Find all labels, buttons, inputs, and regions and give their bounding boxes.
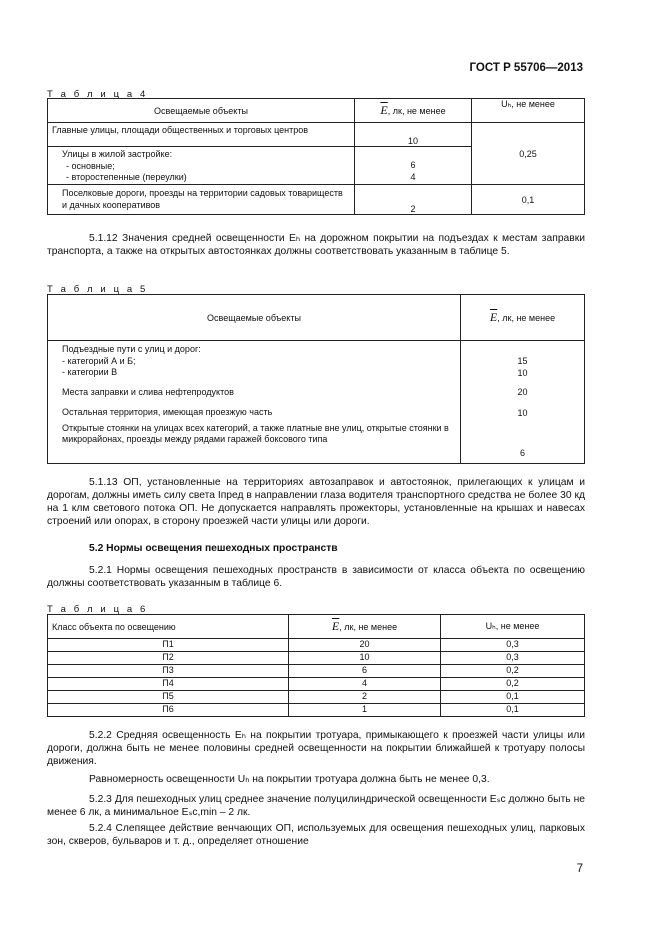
table-row (48, 652, 585, 665)
para-5-1-13: 5.1.13 ОП, установленные на территориях автозаправок и автостоянок, прилегающих к улицам и дорогам, должны иметь силу света Iпред в направлении глаза водителя транспортного средства не более 30 кд на 1 клм светового потока ОП. Не допускается направлять прожекторы, установленные на крышах и навесах строений или опорах, в сторону проезжей части улицы или дороги. (47, 477, 585, 527)
section-5-2-title: 5.2 Нормы освещения пешеходных пространств (89, 543, 338, 554)
t4-row-main-streets: Главные улицы, площади общественных и торговых центров (48, 123, 355, 147)
table-4 (47, 98, 585, 215)
t6-class-cell: П2 (48, 652, 289, 665)
t4-residential-values (355, 147, 472, 185)
t5-access-roads: Подъездные пути с улиц и дорог: (62, 344, 201, 354)
t4-u-value-1: 0,25 (472, 123, 585, 185)
table-row (48, 691, 585, 704)
t6-col1-header: Класс объекта по освещению (48, 615, 289, 639)
t5-col1-header: Освещаемые объекты (48, 295, 461, 341)
t4-residential-label: Улицы в жилой застройке: (62, 149, 173, 159)
t6-illuminance-cell: 4 (289, 678, 441, 691)
t5-values-cell (461, 341, 585, 464)
e-h-symbol: $\overline{E}$ (489, 310, 498, 324)
t4-residential-main-value: 6 (410, 160, 416, 170)
t5-fuel-areas-value: 20 (517, 387, 528, 397)
para-5-2-4: 5.2.4 Слепящее действие венчающих ОП, используемых для освещения пешеходных улиц, парковых зон, скверов, бульваров и т. д., определяет отношение (47, 823, 585, 847)
t6-uniformity-cell: 0,2 (441, 678, 585, 691)
t5-other-territory-value: 10 (517, 407, 528, 418)
t4-residential-secondary: - второстепенные (переулки) (66, 172, 187, 182)
page-number: 7 (576, 863, 583, 875)
t4-col3-header: Uₕ, не менее (472, 99, 585, 123)
t5-other-territory: Остальная территория, имеющая проезжую часть (62, 407, 273, 417)
t6-col3-header: Uₕ, не менее (441, 615, 585, 639)
t5-parking-value: 6 (519, 448, 525, 458)
e-h-symbol: $\overline{E}$ (331, 619, 340, 633)
t6-class-cell: П6 (48, 704, 289, 717)
t4-row-village-roads-value: 2 (355, 185, 472, 215)
para-5-2-2: 5.2.2 Средняя освещенность Eₕ на покрытии тротуара, примыкающего к проезжей части улицы или дороги, должна быть не менее половины средней освещенности на покрытии ближайшей к тротуару полосы движения. (47, 730, 585, 767)
t4-col2-header: $\overline{E}$, лк, не менее (355, 99, 472, 123)
t5-access-roads-c-value: 10 (517, 367, 528, 378)
t6-illuminance-cell: 20 (289, 639, 441, 652)
t4-row-village-roads: Поселковые дороги, проезды на территории садовых товариществ и дачных кооперативов (48, 185, 355, 215)
t6-illuminance-cell: 10 (289, 652, 441, 665)
t4-u-value-2: 0,1 (472, 185, 585, 215)
para-5-2-2-uniformity: Равномерность освещенности Uₕ на покрытии тротуара должна быть не менее 0,3. (89, 774, 490, 785)
t6-col2-header: $\overline{E}$, лк, не менее (289, 615, 441, 639)
t5-access-roads-ab: - категорий А и Б; (62, 355, 136, 366)
t6-uniformity-cell: 0,3 (441, 639, 585, 652)
e-h-symbol: $\overline{E}$ (380, 103, 388, 117)
table-row (48, 704, 585, 717)
t6-illuminance-cell: 1 (289, 704, 441, 717)
t5-fuel-areas: Места заправки и слива нефтепродуктов (62, 386, 234, 397)
t4-residential-secondary-value: 4 (410, 171, 416, 182)
para-5-2-1: 5.2.1 Нормы освещения пешеходных пространств в зависимости от класса объекта по освещению должны соответствовать указанным в таблице 6. (47, 565, 585, 589)
para-5-2-3: 5.2.3 Для пешеходных улиц среднее значение полуцилиндрической освещенности Eₛc должно быть не менее 6 лк, а минимальное Eₛc,min – 2 лк. (47, 794, 585, 818)
t5-col2-header: $\overline{E}$, лк, не менее (461, 295, 585, 341)
t6-class-cell: П1 (48, 639, 289, 652)
t6-uniformity-cell: 0,1 (441, 691, 585, 704)
table-5 (47, 294, 585, 464)
t4-row-main-streets-value: 10 (355, 123, 472, 147)
document-header: ГОСТ Р 55706—2013 (469, 62, 583, 74)
t5-access-roads-c: - категории В (62, 367, 118, 377)
table5-caption: Т а б л и ц а 5 (47, 284, 148, 295)
table-row (48, 639, 585, 652)
t5-parking: Открытые стоянки на улицах всех категорий, а также платные вне улиц, открытые стоянки в микрорайонах, проезды между рядами гаражей боксового типа (62, 422, 449, 444)
t6-class-cell: П5 (48, 691, 289, 704)
t6-illuminance-cell: 2 (289, 691, 441, 704)
t5-access-roads-ab-value: 15 (517, 356, 528, 366)
t6-uniformity-cell: 0,3 (441, 652, 585, 665)
t4-col1-header: Освещаемые объекты (48, 99, 355, 123)
table-row (48, 678, 585, 691)
t4-row-residential (48, 147, 355, 185)
table-6 (47, 614, 585, 717)
table4-caption: Т а б л и ц а 4 (47, 89, 148, 100)
t6-uniformity-cell: 0,1 (441, 704, 585, 717)
t6-class-cell: П3 (48, 665, 289, 678)
t5-objects-cell (48, 341, 461, 464)
para-5-1-12: 5.1.12 Значения средней освещенности Eₕ на дорожном покрытии на подъездах к местам заправки транспорта, а также на открытых автостоянках должны соответствовать указанным в таблице 5. (47, 233, 585, 257)
t6-illuminance-cell: 6 (289, 665, 441, 678)
t6-class-cell: П4 (48, 678, 289, 691)
table-row (48, 665, 585, 678)
t4-residential-main: - основные; (66, 160, 115, 171)
table6-caption: Т а б л и ц а 6 (47, 604, 148, 615)
t6-uniformity-cell: 0,2 (441, 665, 585, 678)
